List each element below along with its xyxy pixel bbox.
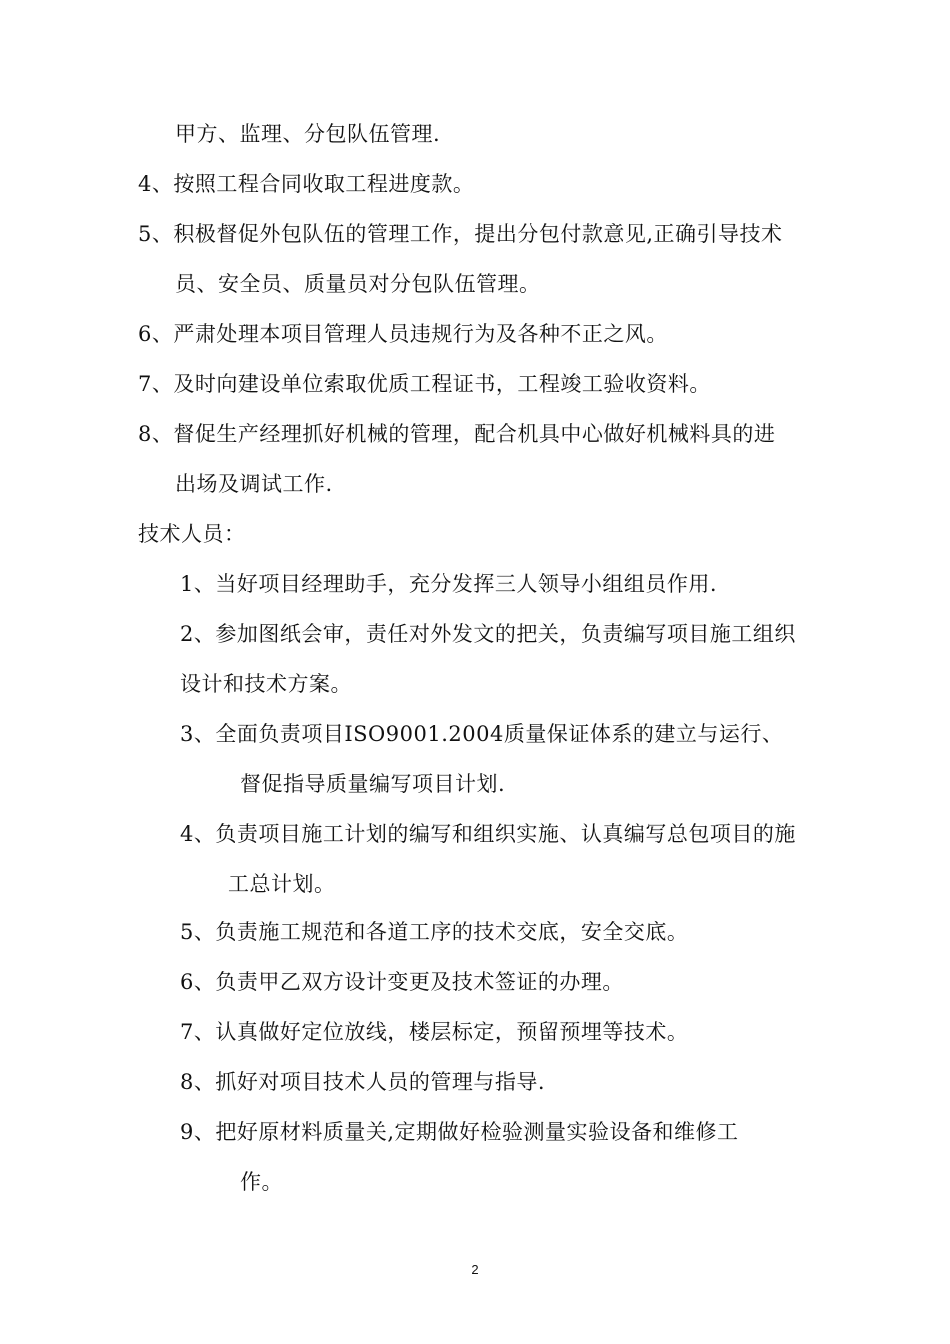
text-line: 2、参加图纸会审，责任对外发文的把关，负责编写项目施工组织 — [180, 622, 796, 646]
text-line: 5、积极督促外包队伍的管理工作，提出分包付款意见,正确引导技术 — [138, 222, 783, 246]
text-line: 工总计划。 — [228, 872, 336, 896]
text-line: 作。 — [240, 1170, 283, 1194]
text-line: 6、负责甲乙双方设计变更及技术签证的办理。 — [180, 970, 624, 994]
section-heading: 技术人员： — [138, 522, 246, 546]
text-line: 4、负责项目施工计划的编写和组织实施、认真编写总包项目的施 — [180, 822, 796, 846]
text-line: 9、把好原材料质量关,定期做好检验测量实验设备和维修工 — [180, 1120, 739, 1144]
text-line: 7、认真做好定位放线，楼层标定，预留预埋等技术。 — [180, 1020, 689, 1044]
text-line: 督促指导质量编写项目计划. — [240, 772, 506, 796]
page-number: 2 — [471, 1262, 479, 1277]
text-line: 4、按照工程合同收取工程进度款。 — [138, 172, 475, 196]
text-line: 甲方、监理、分包队伍管理. — [175, 122, 441, 146]
text-line: 7、及时向建设单位索取优质工程证书，工程竣工验收资料。 — [138, 372, 711, 396]
text-line: 1、当好项目经理助手，充分发挥三人领导小组组员作用. — [180, 572, 718, 596]
text-line: 出场及调试工作. — [175, 472, 333, 496]
text-line: 员、安全员、质量员对分包队伍管理。 — [175, 272, 541, 296]
text-line: 5、负责施工规范和各道工序的技术交底，安全交底。 — [180, 920, 689, 944]
text-line: 设计和技术方案。 — [180, 672, 352, 696]
text-line: 3、全面负责项目ISO9001.2004质量保证体系的建立与运行、 — [180, 722, 784, 746]
text-line: 8、督促生产经理抓好机械的管理，配合机具中心做好机械料具的进 — [138, 422, 776, 446]
text-line: 6、严肃处理本项目管理人员违规行为及各种不正之风。 — [138, 322, 668, 346]
text-line: 8、抓好对项目技术人员的管理与指导. — [180, 1070, 546, 1094]
